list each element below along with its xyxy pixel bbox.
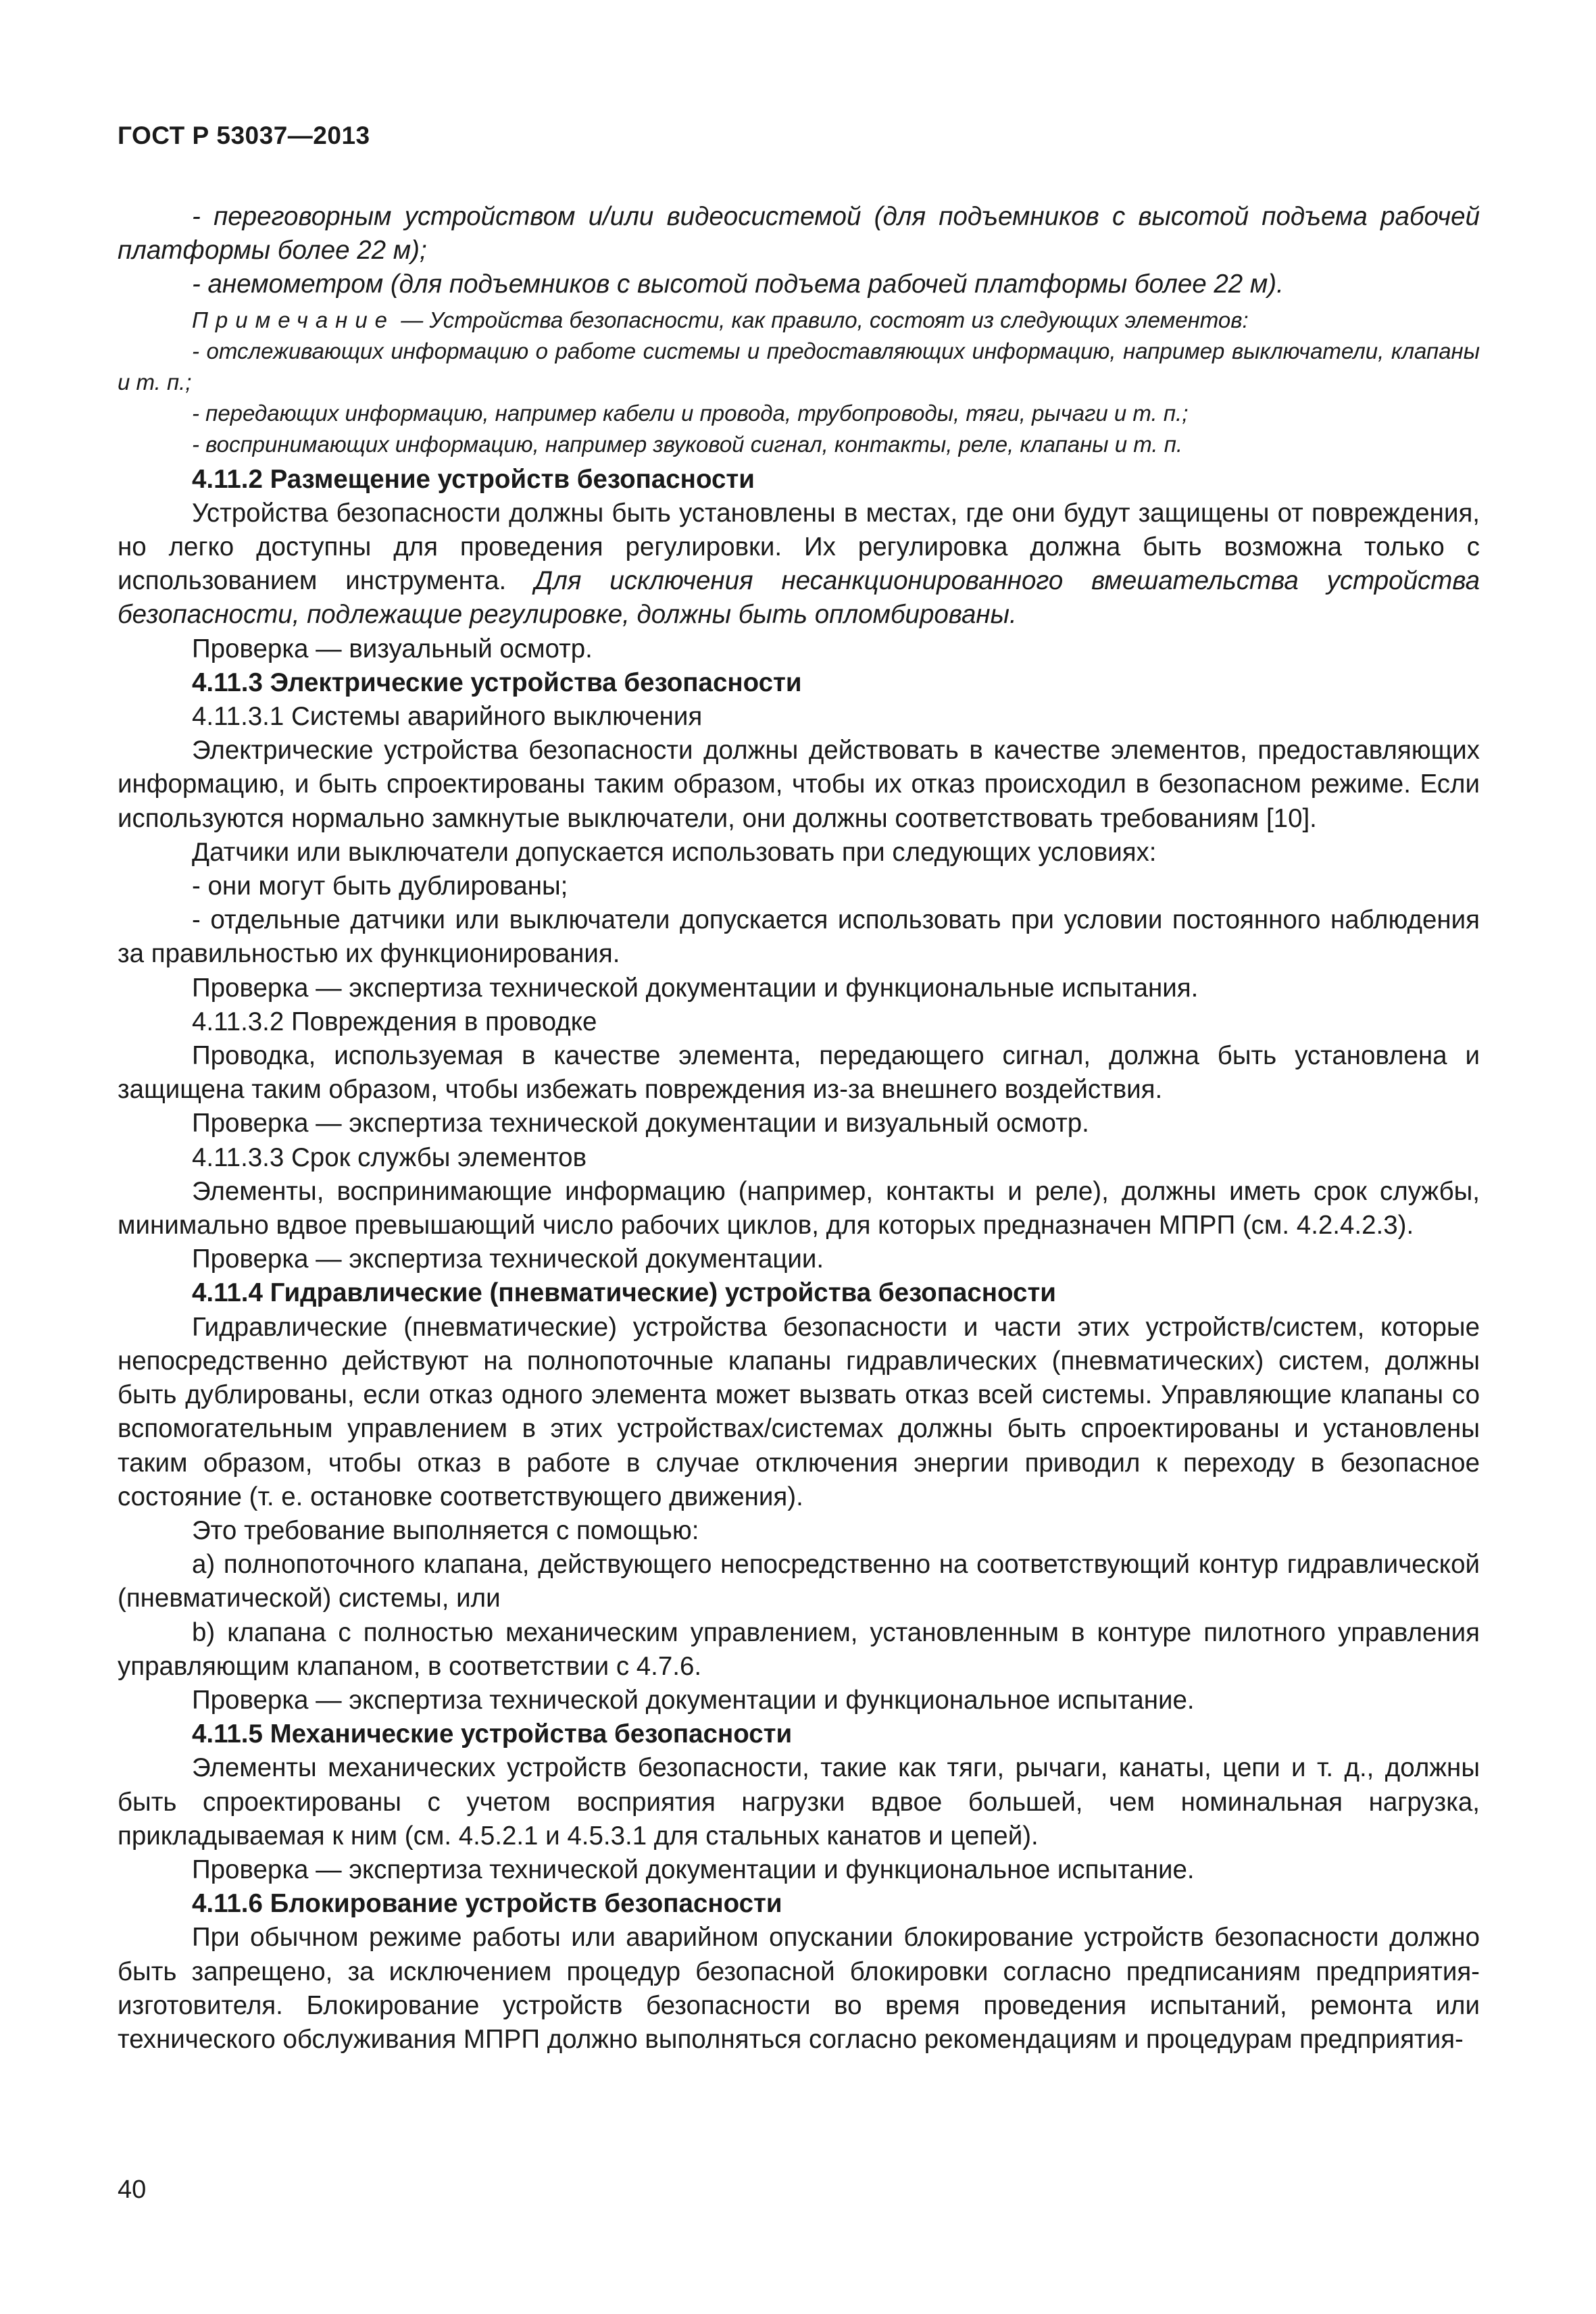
page-number: 40 bbox=[118, 2175, 147, 2204]
note-label: Примечание bbox=[192, 307, 395, 332]
section-heading-4-11-3: 4.11.3 Электрические устройства безопасности bbox=[192, 668, 802, 697]
paragraph bbox=[118, 497, 1480, 632]
note-lead bbox=[118, 305, 1480, 336]
section-heading-4-11-4: 4.11.4 Гидравлические (пневматические) устройства безопасности bbox=[192, 1278, 1056, 1308]
note-item: - отслеживающих информацию о работе системы и предоставляющих информацию, например выключатели, клапаны и т. п.; bbox=[118, 338, 1480, 395]
check-line: Проверка — визуальный осмотр. bbox=[192, 634, 593, 663]
paragraph: Это требование выполняется с помощью: bbox=[192, 1515, 699, 1545]
subsection-title: 4.11.3.2 Повреждения в проводке bbox=[192, 1007, 597, 1036]
paragraph-text: Устройства безопасности должны быть установлены в местах, где они будут защищены от повреждения, но легко доступны для проведения регулировки. Их регулировка должна быть возможна только с использованием инструмента. bbox=[118, 498, 1480, 596]
check-line: Проверка — экспертиза технической документации и визуальный осмотр. bbox=[192, 1109, 1089, 1138]
check-line: Проверка — экспертиза технической документации и функциональные испытания. bbox=[192, 973, 1199, 1003]
check-line: Проверка — экспертиза технической документации. bbox=[192, 1244, 824, 1274]
list-item: а) полнопоточного клапана, действующего непосредственно на соответствующий контур гидравлической (пневматической) системы, или bbox=[118, 1550, 1480, 1613]
list-item: b) клапана с полностью механическим управлением, установленным в контуре пилотного управления управляющим клапаном, в соответствии с 4.7.6. bbox=[118, 1617, 1480, 1681]
paragraph: Элементы механических устройств безопасности, такие как тяги, рычаги, канаты, цепи и т. д., должны быть спроектированы с учетом восприятия нагрузки вдвое большей, чем номинальная нагрузка, прикладываемая к ним (см. 4.5.2.1 и 4.5.3.1 для стальных канатов и цепей). bbox=[118, 1753, 1480, 1851]
document-header: ГОСТ Р 53037—2013 bbox=[118, 122, 370, 149]
list-item-anemometer: - анемометром (для подъемников с высотой подъема рабочей платформы более 22 м). bbox=[192, 270, 1284, 299]
paragraph: Проводка, используемая в качестве элемента, передающего сигнал, должна быть установлена и защищена таким образом, чтобы избежать повреждения из-за внешнего воздействия. bbox=[118, 1041, 1480, 1105]
check-line: Проверка — экспертиза технической документации и функциональное испытание. bbox=[192, 1855, 1195, 1884]
paragraph: При обычном режиме работы или аварийном опускании блокирование устройств безопасности должно быть запрещено, за исключением процедур безопасной блокировки согласно предписаниям предприятия-изготовителя. Блокирование устройств безопасности во время проведения испытаний, ремонта или технического обслуживания МПРП должно выполняться согласно рекомендациям и процедурам предприятия- bbox=[118, 1923, 1480, 2054]
paragraph: Датчики или выключатели допускается использовать при следующих условиях: bbox=[192, 837, 1157, 867]
paragraph: Элементы, воспринимающие информацию (например, контакты и реле), должны иметь срок службы, минимально вдвое превышающий число рабочих циклов, для которых предназначен МПРП (см. 4.2.4.2.3). bbox=[118, 1176, 1480, 1240]
paragraph-italic-text: Для исключения несанкционированного вмешательства устройства безопасности, подлежащие регулировке, должны быть опломбированы. bbox=[118, 566, 1480, 630]
list-item: - отдельные датчики или выключатели допускается использовать при условии постоянного наблюдения за правильностью их функционирования. bbox=[118, 905, 1480, 969]
list-item: - они могут быть дублированы; bbox=[192, 872, 568, 901]
section-heading-4-11-2: 4.11.2 Размещение устройств безопасности bbox=[192, 464, 755, 494]
note-block bbox=[118, 305, 1480, 460]
note-item: - воспринимающих информацию, например звуковой сигнал, контакты, реле, клапаны и т. п. bbox=[192, 431, 1183, 457]
list-item-intercom: - переговорным устройством и/или видеосистемой (для подъемников с высотой подъема рабочей платформы более 22 м); bbox=[118, 202, 1480, 266]
subsection-title: 4.11.3.3 Срок службы элементов bbox=[192, 1142, 587, 1172]
note-lead-text: — Устройства безопасности, как правило, состоят из следующих элементов: bbox=[395, 307, 1249, 332]
section-heading-4-11-6: 4.11.6 Блокирование устройств безопасности bbox=[192, 1889, 782, 1919]
check-line: Проверка — экспертиза технической документации и функциональное испытание. bbox=[192, 1685, 1195, 1715]
subsection-title: 4.11.3.1 Системы аварийного выключения bbox=[192, 702, 703, 732]
note-item: - передающих информацию, например кабели и провода, трубопроводы, тяги, рычаги и т. п.; bbox=[192, 400, 1189, 426]
document-body bbox=[118, 200, 1480, 2057]
section-heading-4-11-5: 4.11.5 Механические устройства безопасности bbox=[192, 1719, 793, 1749]
paragraph: Электрические устройства безопасности должны действовать в качестве элементов, предоставляющих информацию, и быть спроектированы таким образом, чтобы их отказ происходил в безопасном режиме. Если используются нормально замкнутые выключатели, они должны соответствовать требованиям [10]. bbox=[118, 736, 1480, 833]
paragraph: Гидравлические (пневматические) устройства безопасности и части этих устройств/систем, которые непосредственно действуют на полнопоточные клапаны гидравлических (пневматических) систем, должны быть дублированы, если отказ одного элемента может вызвать отказ всей системы. Управляющие клапаны со вспомогательным управлением в этих устройствах/системах должны быть спроектированы и установлены таким образом, чтобы отказ в работе в случае отключения энергии приводил к переходу в безопасное состояние (т. е. остановке соответствующего движения). bbox=[118, 1312, 1480, 1511]
